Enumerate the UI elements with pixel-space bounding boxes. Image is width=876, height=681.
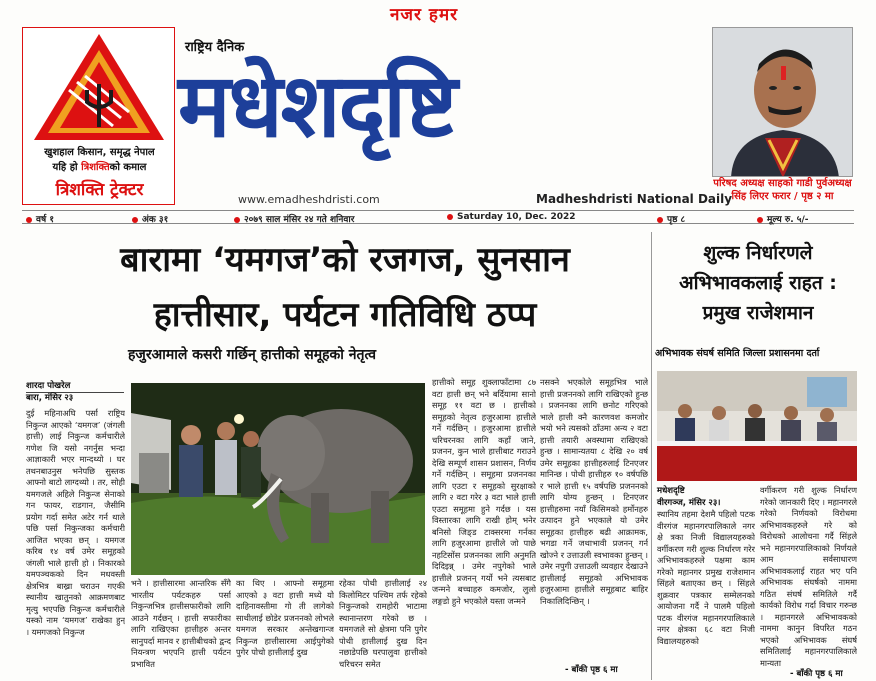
bullet-icon [26, 217, 32, 223]
bullet-icon [757, 217, 763, 223]
bullet-icon [657, 217, 663, 223]
ad-brand: त्रिशक्ति ट्रेक्टर [29, 178, 170, 202]
english-name: Madheshdristi National Daily [536, 192, 733, 206]
lead-column-1: दुई महिनाअघि पर्सा राष्ट्रिय निकुन्ज आएको ‘यमगज’ (जंगली हात्ती) लाई निकुन्ज कर्मचारीले गणेश जि यसो नगर्नुस भन्दा आज्ञाकारी भएर मान्दथ्यो । घर तथनबाउनुस भनेपछि सुस्तक आफ्नो बाटो लाग्दथ्यो । तर, सोही यमगजले अहिले निकुन्ज सेनाको गन फायर, राडगान, जैसीमि प्रयोग गर्दा समेत अटेर गर्न थाले पछि पर्सा निकुन्जका कर्मचारी आजित भएका छन् । यमगज करिब १४ वर्ष उमेर समूहको जंगली भाले हात्ती हो । निकारको यमपञ्चकको दिन मधवस्ती क्षेत्रभित्र बाख्रा चराउन गएकी स्थानीय खातुनको आक्रमणबाट मृत्यु भएपछि निकुन्ज कर्मचारीले यस्को नाम ‘यमगज’ राखेका हुन् । यमगजको निकुन्ज [26, 408, 125, 637]
elephant-scene-icon [131, 383, 425, 575]
lead-subheadline: हजुरआमाले कसरी गर्छिन् हात्तीको समूहको नेतृत्व [128, 347, 377, 363]
issue-label [132, 212, 168, 225]
bullet-icon [447, 214, 453, 220]
side-column-2: वर्गीकरण गरी शुल्क निर्धारण गरेको जानकारी दिए । महानगरले गरेको निर्णयको विरोधमा अभिभावकहरुले गरे को विरोधको आलोचना गर्दै सिंहले भने महानगरपालिकाको निर्णयले आम सर्वसाधारण अभिभावकलाई राहत भए पनि अभिभावक संघर्षको नाममा गठित संघर्ष समितिले गर्दै कार्यको विरोध गर्दा विचार गरुन्छ । महानगरले अभिभावकको नाममा कानुन विपरित गठन भएको अभिभावक संघर्ष समितिलाई महानगरपालिकाले मान्यता [760, 485, 857, 667]
date-english [447, 212, 576, 222]
ad-slogan-2-brand: त्रिशक्ति [81, 162, 110, 173]
issue-text: अंक ३१ [142, 215, 169, 225]
lead-dateline: बारा, मंसिर २३ [26, 393, 74, 403]
ad-slogan-2 [23, 159, 176, 173]
lead-headline-line2[interactable]: हात्तीसार, पर्यटन गतिविधि ठप्प [153, 295, 537, 335]
side-subheadline: अभिभावक संघर्ष समिति जिल्ला प्रशासनमा दर्ता [655, 348, 820, 359]
volume-text: वर्ष १ [36, 215, 55, 225]
ad-slogan-2-pre: यहि हो [52, 162, 82, 173]
category-label: राष्ट्रिय दैनिक [185, 40, 245, 55]
page-count-text: पृष्ठ ८ [667, 215, 686, 225]
elephant-photo[interactable] [131, 383, 425, 575]
date-nepali [234, 212, 354, 225]
side-dateline: वीरगञ्ज, मंसिर २३। [657, 498, 721, 508]
portrait-photo[interactable] [712, 27, 853, 177]
bullet-icon [234, 217, 240, 223]
side-continued-link[interactable]: - बाँकी पृष्ठ ६ मा [790, 669, 843, 679]
tractor-advertisement[interactable] [22, 27, 175, 205]
price-text: मूल्य रु. ५/- [767, 215, 809, 225]
lead-photo-caption-column: भने । हात्तीसारमा आन्तरिक सँगै भारतीय पर्यटकहरु पर्सा निकुन्जभित्र हात्तीसफारीको लागि आउने गर्दछन् । हात्ती सफारीका लागि राखिएका हात्तीहरु अन्तर सानुपर्दा मानव र हात्तीबीचको द्वन्द नियन्त्रण भएपनि हात्ती पर्यटन प्रभावित [131, 578, 231, 669]
press-conference-photo[interactable] [657, 371, 857, 481]
side-headline[interactable]: शुल्क निर्धारणले अभिभावकलाई राहत : प्रमुख राजेशमान [679, 242, 837, 324]
column-divider [651, 232, 652, 680]
lead-column-4: हात्तीको समूह शुक्लाफाँटामा ८७ वटा हात्ती छन् भने बर्दियामा सानो समूह ११ वटा छ । हात्तीको समूहको नेतृत्व हजुरआमा हात्तीले गर्ने गर्दछिन् । हजुरआमा हात्तीले चरिचरनका लागि कहाँ जाने, प्रजनन, कुन भाले हात्तीबाट गराउने देखि सम्पूर्ण शासन प्रशासन, निर्णय गर्ने गर्दछिन् । समूहमा प्रजननका लागि एउटा र समूहको सुरक्षाको लागि २ वटा गरेर ३ वटा भाले हात्ती एउटा समूहमा हुने गर्दछ । यस विस्तारका लागि राखी होम् भनेर बनिसो जिङ्ड टाक्सरमा गर्नका लागि हजुरआमा हात्तीले जो पाछे नहटिसोंस प्रजननका लागि अनुमति दिदिइन्न् । उमेर नपुगेको भाले हात्तीले प्रजनन् गर्यो भने त्यसबाट जन्मने बच्चाहरु कमजोर, लुलो लङ्गडो हुने भएकोले यस्ता जन्मने [432, 377, 536, 606]
lead-continued-link[interactable]: - बाँकी पृष्ठ ६ मा [565, 665, 618, 675]
issue-info-bar [22, 210, 854, 224]
date-nepali-text: २०७९ साल मंसिर २४ गते शनिवार [244, 215, 355, 225]
lead-column-3b: रहेका पोथी हात्तीलाई २४ किलोमिटर पश्चिम तर्फ रहेको निकुन्जको रामहोरी भाटामा स्थानान्तरण गरेको छ । यमगजले सो क्षेत्रमा पनि पुगेर पोथी हात्तीलाई दुख दिन नछाडेपछि घरपालुवा हात्तीको चरिचरन समेत [339, 578, 427, 669]
press-meeting-icon [657, 371, 857, 481]
lead-headline-line1[interactable]: बारामा ‘यमगज’को रजगज, सुनसान [120, 240, 570, 280]
newspaper-title: मधेशदृष्टि [178, 53, 456, 157]
ad-slogan: खुशहाल किसान, समृद्ध नेपाल [44, 147, 155, 158]
tagline: नजर हमर [390, 5, 459, 25]
photo-caption-line1[interactable]: परिषद अध्यक्ष साहको गाडी पुर्वअध्यक्ष [713, 178, 852, 189]
website-link[interactable]: www.emadheshdristi.com [238, 193, 380, 206]
side-author: मधेशदृष्टि [657, 486, 685, 496]
lead-column-5: नसक्ने भएकोले समूहभित्र भाले हात्ती प्रजननको लागि राखिएको हुन्छ । प्रजननका लागि छनोट गरिएको भाले हात्ती क्नै कारणवश कमजोर भयो भने त्यसको ठाँउमा अन्य २ वटा हात्ती तयारी अवस्थामा राखिएको हुन्छ । सामान्यतया ८ देखि २० वर्ष उमेर समूहका हात्तीहरुलाई टिनएजर मानिन्छ । पोथी हात्तीहरु १० वर्षपछि र भाले हात्ती १५ वर्षपछि प्रजननको लागि योग्य हुन्छन् । टिनएजर हात्तीहरुमा नयाँ किसिमको हर्मोनहरु उत्पादन हुने भएकाले यो उमेर समूहका हात्तीहरु बढी आक्रामक, भगडा गर्ने जथाभावी प्रजनन् गर्न खोज्ने र उत्ताउली स्वभावका हुन्छन् । उमेर नपुगी उत्ताउली व्यवहार देखाउने हात्तीलाई समूहको अभिभावक हजुरआमा हात्तीले समूहबाट बाहिर निकालिदिन्छिन् । [540, 377, 648, 606]
bullet-icon [132, 217, 138, 223]
side-column-1: स्थानिय तहमा देशमै पहिलो पटक वीरगंज महानगरपालिकाले नगर क्षे त्रका निजी विद्यालयहरुको वर्गीकरण गरी शुल्क निर्धारण गरेर अभिभावकहरुले पक्षमा काम गरेको महानगर प्रमुख राजेशमान सिंहले बताएका छन् । सिंहले शुक्रवार पत्रकार सम्मेलनको आयोजना गर्दै ने पालमै पहिलो पटक वीरगंज महानगरपालिकाले नगर क्षेत्रका ६८ वटा निजी विद्यालयहरुको [657, 509, 755, 646]
price [757, 212, 809, 225]
date-english-text: Saturday 10, Dec. 2022 [457, 212, 576, 222]
trishakti-logo-icon [33, 32, 166, 142]
lead-author: शारदा पोखरेल [26, 381, 124, 393]
lead-column-2b: का थिए । आफ्नो समूहमा आएको ३ वटा हात्ती मध्ये यो दाहिनावस्तीमा गो ती लागेको साथीलाई छोडेर प्रजननको लोभले यमगज सरकार अन्तेखगान्ज निकुन्ज हात्तीसारमा आईपुगेको पुगेर पोचो हात्तीलाई दुख [236, 578, 334, 657]
ad-slogan-2-post: को कमाल [109, 162, 147, 173]
page-count [657, 212, 685, 225]
man-portrait-icon [713, 28, 853, 177]
volume-label [26, 212, 54, 225]
photo-caption-line2[interactable]: सिंह लिएर फरार / पृष्ठ २ मा [731, 191, 834, 202]
